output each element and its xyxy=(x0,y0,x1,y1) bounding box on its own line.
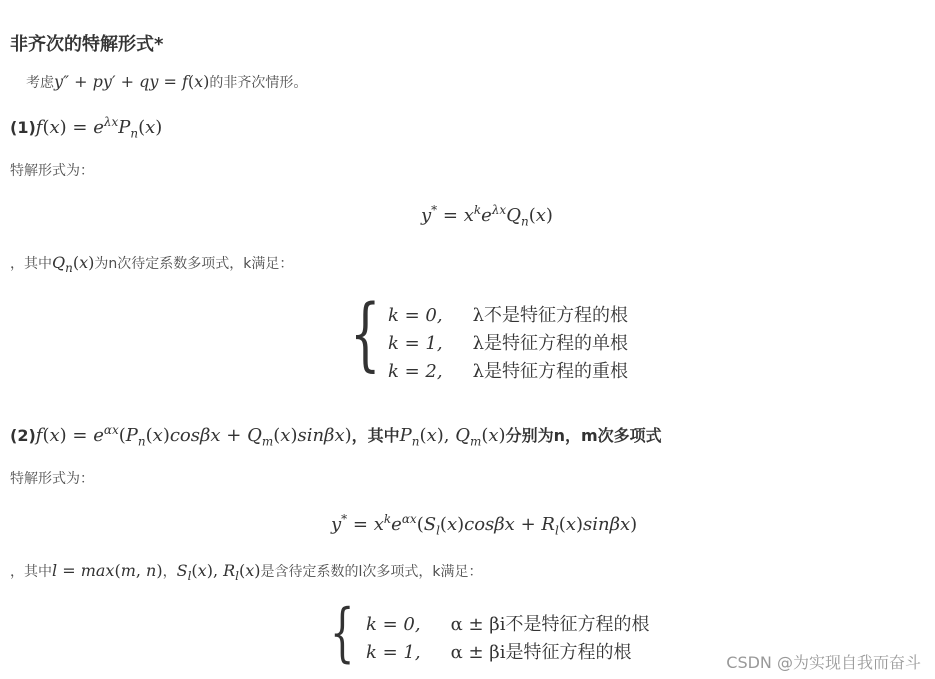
case2-brace: { xyxy=(330,596,355,670)
intro-line xyxy=(26,72,307,92)
case2-note-sep: ， xyxy=(162,564,177,580)
case1-note-suffix: 为n次待定系数多项式，k满足： xyxy=(94,256,294,272)
case2-cond-k: k = 1, xyxy=(366,642,421,663)
case2-tail: 分别为n，m次多项式 xyxy=(505,426,662,445)
intro-suffix: 的非齐次情形。 xyxy=(209,75,308,91)
csdn-watermark: CSDN @为实现自我而奋斗 xyxy=(726,653,921,672)
case1-note-math: $Q_n(x)$ xyxy=(52,253,95,276)
case1-cond-text: λ是特征方程的重根 xyxy=(472,361,629,382)
case2-cond-text: α ± βi不是特征方程的根 xyxy=(450,614,650,635)
case2-number: (2) xyxy=(10,426,36,445)
case2-lead: 特解形式为： xyxy=(10,471,94,487)
case2-cond-text: α ± βi是特征方程的根 xyxy=(450,642,632,663)
intro-equation: y″ + py′ + qy = f(x) xyxy=(54,72,210,91)
case1-cond-k: k = 2, xyxy=(388,361,443,382)
section-heading: 非齐次的特解形式* xyxy=(10,34,164,55)
case2-condition-row xyxy=(366,638,631,664)
case2-condition-row xyxy=(366,610,649,636)
case2-polys: $P_n(x)$, $Q_m(x)$ xyxy=(399,425,506,449)
case1-display-formula: $y^* = x^ke^{\lambda x}Q_n(x)$ xyxy=(421,203,553,229)
case2-cond-k: k = 0, xyxy=(366,614,421,635)
case2-note xyxy=(10,561,483,583)
case1-cond-text: λ是特征方程的单根 xyxy=(472,333,629,354)
case1-condition-row xyxy=(388,329,628,355)
case1-note-prefix: ，其中 xyxy=(10,256,52,272)
case2-note-math1: l = max(m, n) xyxy=(52,561,163,580)
case1-cond-text: λ不是特征方程的根 xyxy=(472,305,629,326)
case1-number: (1) xyxy=(10,118,36,137)
case2-heading xyxy=(10,423,662,449)
case1-cond-k: k = 1, xyxy=(388,333,443,354)
case1-lead: 特解形式为： xyxy=(10,163,94,179)
intro-prefix: 考虑 xyxy=(26,75,54,91)
case2-note-math2: $S_l(x)$, $R_l(x)$ xyxy=(176,561,261,584)
case1-heading xyxy=(10,115,162,141)
case1-brace: { xyxy=(350,287,381,380)
case2-display-formula: $y^* = x^ke^{\alpha x}(S_l(x)\cos\beta x + R_l(x)\sin\beta x)$ xyxy=(331,512,638,538)
case1-formula: $f(x) = e^{\lambda x}P_n(x)$ xyxy=(35,115,163,141)
case2-note-suffix: 是含待定系数的l次多项式，k满足： xyxy=(260,564,483,580)
case2-formula: $f(x) = e^{\alpha x}(P_n(x)\cos\beta x + Q_m(x)\sin\beta x)$ xyxy=(35,423,352,449)
case2-mid: ，其中 xyxy=(351,426,400,445)
case1-condition-row xyxy=(388,357,628,383)
case2-note-prefix: ，其中 xyxy=(10,564,52,580)
case1-cond-k: k = 0, xyxy=(388,305,443,326)
case1-condition-row xyxy=(388,301,628,327)
case1-note xyxy=(10,253,293,275)
